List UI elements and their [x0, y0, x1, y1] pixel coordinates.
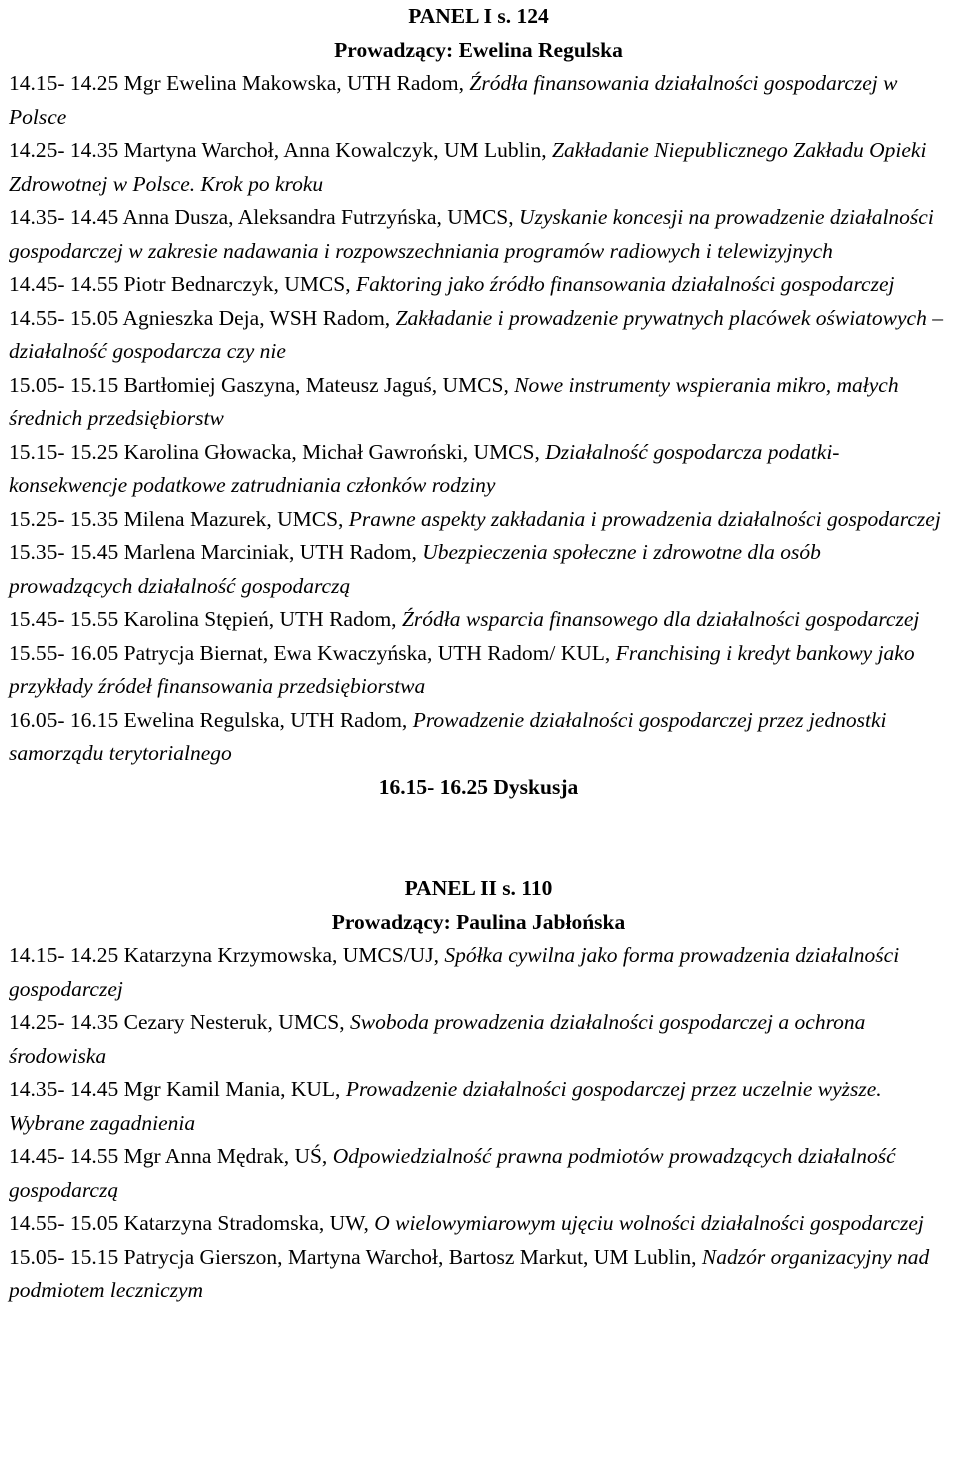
session-speaker: Mgr Anna Mędrak, UŚ,	[118, 1144, 333, 1168]
session-speaker: Piotr Bednarczyk, UMCS,	[118, 272, 356, 296]
session-speaker: Cezary Nesteruk, UMCS,	[118, 1010, 350, 1034]
discussion-slot: 16.15- 16.25 Dyskusja	[378, 774, 579, 799]
session-time: 14.45- 14.55	[9, 1144, 119, 1168]
session-entry	[9, 1006, 948, 1073]
session-topic: Ubezpieczenia społeczne i zdrowotne dla osób prowadzących działalność gospodarczą	[9, 540, 821, 598]
session-speaker: Marlena Marciniak, UTH Radom,	[118, 540, 423, 564]
session-topic: Źródła wsparcia finansowego dla działalności gospodarczej	[401, 607, 920, 631]
session-speaker: Mgr Kamil Mania, KUL,	[118, 1077, 346, 1101]
session-speaker: Katarzyna Stradomska, UW,	[118, 1211, 375, 1235]
session-entry	[9, 637, 948, 704]
session-time: 14.55- 15.05	[9, 305, 119, 330]
session-time: 15.05- 15.15	[9, 1244, 119, 1269]
session-time: 14.35- 14.45	[9, 1077, 119, 1101]
session-topic: Zakładanie i prowadzenie prywatnych placówek oświatowych – działalność gospodarcza czy nie	[9, 305, 943, 363]
session-time: 14.35- 14.45	[9, 205, 119, 229]
session-topic: Źródła finansowania działalności gospodarczej w Polsce	[9, 71, 898, 129]
session-entry	[9, 201, 948, 268]
session-topic: Uzyskanie koncesji na prowadzenie działalności gospodarczej w zakresie nadawania i rozpowszechniania programów radiowych i telewizyjnych	[9, 205, 934, 263]
session-entry	[9, 939, 948, 1006]
session-time: 15.35- 15.45	[9, 540, 119, 564]
session-topic: O wielowymiarowym ujęciu wolności działalności gospodarczej	[374, 1211, 924, 1235]
panel-1	[9, 0, 948, 804]
session-time: 15.05- 15.15	[9, 372, 119, 397]
session-topic: Prawne aspekty zakładania i prowadzenia działalności gospodarczej	[348, 506, 941, 531]
panel-title: PANEL I s. 124	[408, 4, 549, 28]
session-speaker: Karolina Stępień, UTH Radom,	[118, 607, 402, 631]
session-topic: Franchising i kredyt bankowy jako przykłady źródeł finansowania przedsiębiorstwa	[9, 640, 915, 698]
session-topic: Działalność gospodarcza podatki- konsekwencje podatkowe zatrudniania członków rodziny	[9, 439, 840, 497]
session-speaker: Martyna Warchoł, Anna Kowalczyk, UM Lublin,	[118, 138, 553, 162]
session-topic: Spółka cywilna jako forma prowadzenia działalności gospodarczej	[9, 943, 900, 1001]
session-entry	[9, 603, 948, 637]
session-entry	[9, 536, 948, 603]
session-entry	[9, 1207, 948, 1241]
session-time: 15.25- 15.35	[9, 506, 119, 531]
session-entry	[9, 302, 948, 369]
session-entry	[9, 369, 948, 436]
session-topic: Nowe instrumenty wspierania mikro, małych średnich przedsiębiorstw	[9, 372, 899, 430]
session-time: 14.45- 14.55	[9, 272, 119, 296]
session-speaker: Bartłomiej Gaszyna, Mateusz Jaguś, UMCS,	[118, 372, 515, 397]
session-time: 15.45- 15.55	[9, 607, 119, 631]
session-entry	[9, 67, 948, 134]
session-topic: Nadzór organizacyjny nad podmiotem leczniczym	[9, 1244, 930, 1302]
session-entry	[9, 134, 948, 201]
session-speaker: Karolina Głowacka, Michał Gawroński, UMCS,	[118, 439, 546, 464]
session-speaker: Patrycja Gierszon, Martyna Warchoł, Bartosz Markut, UM Lublin,	[118, 1244, 702, 1269]
session-speaker: Katarzyna Krzymowska, UMCS/UJ,	[118, 943, 445, 967]
session-entry	[9, 704, 948, 771]
session-time: 16.05- 16.15	[9, 707, 119, 732]
session-time: 14.25- 14.35	[9, 1010, 119, 1034]
session-topic: Prowadzenie działalności gospodarczej przez jednostki samorządu terytorialnego	[9, 707, 887, 765]
session-speaker: Milena Mazurek, UMCS,	[118, 506, 349, 531]
session-time: 14.15- 14.25	[9, 943, 119, 967]
session-time: 14.25- 14.35	[9, 138, 119, 162]
session-topic: Swoboda prowadzenia działalności gospodarczej a ochrona środowiska	[9, 1010, 866, 1068]
session-speaker: Patrycja Biernat, Ewa Kwaczyńska, UTH Radom/ KUL,	[118, 640, 616, 665]
session-time: 14.55- 15.05	[9, 1211, 119, 1235]
session-entry	[9, 268, 948, 302]
session-entry	[9, 1241, 948, 1308]
session-time: 15.15- 15.25	[9, 439, 119, 464]
session-entry	[9, 436, 948, 503]
session-topic: Odpowiedzialność prawna podmiotów prowadzących działalność gospodarczą	[9, 1144, 896, 1202]
panel-chair: Prowadzący: Paulina Jabłońska	[331, 909, 626, 934]
session-entry	[9, 1140, 948, 1207]
panel-title: PANEL II s. 110	[404, 876, 553, 900]
panel-2	[9, 872, 948, 1308]
session-speaker: Anna Dusza, Aleksandra Futrzyńska, UMCS,	[118, 205, 519, 229]
session-time: 14.15- 14.25	[9, 71, 119, 95]
session-topic: Zakładanie Niepublicznego Zakładu Opieki Zdrowotnej w Polsce. Krok po kroku	[9, 138, 927, 196]
session-topic: Prowadzenie działalności gospodarczej przez uczelnie wyższe. Wybrane zagadnienia	[9, 1077, 882, 1135]
session-speaker: Agnieszka Deja, WSH Radom,	[118, 305, 396, 330]
session-speaker: Mgr Ewelina Makowska, UTH Radom,	[118, 71, 470, 95]
session-speaker: Ewelina Regulska, UTH Radom,	[118, 707, 413, 732]
session-time: 15.55- 16.05	[9, 640, 119, 665]
panel-chair: Prowadzący: Ewelina Regulska	[334, 37, 623, 62]
session-topic: Faktoring jako źródło finansowania działalności gospodarczej	[355, 272, 895, 296]
session-entry	[9, 1073, 948, 1140]
session-entry	[9, 503, 948, 537]
